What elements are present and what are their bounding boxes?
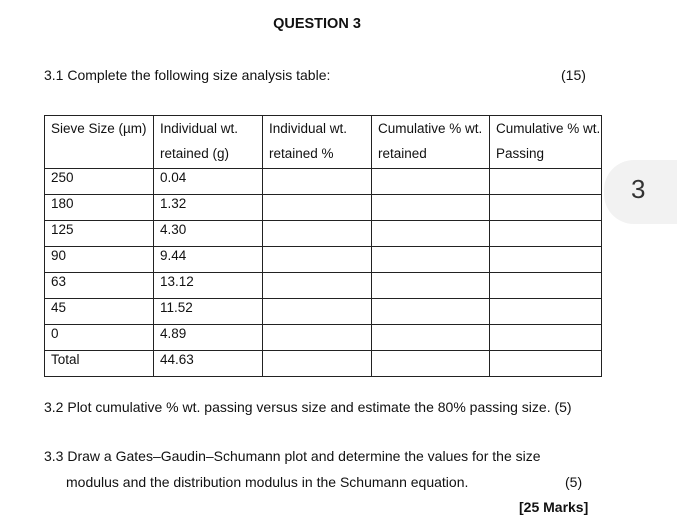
table-row	[45, 195, 602, 221]
question-title: QUESTION 3	[273, 16, 361, 32]
table-header-row	[45, 116, 602, 169]
cell-cum-retained	[372, 221, 490, 247]
cell-cum-retained	[372, 325, 490, 351]
cell-cum-retained	[372, 351, 490, 377]
cell-cum-passing	[490, 221, 602, 247]
cell-wt-retained-pct	[263, 169, 372, 195]
cell-cum-passing	[490, 247, 602, 273]
cell-cum-retained	[372, 247, 490, 273]
question-3-1-text: 3.1 Complete the following size analysis table:	[44, 67, 331, 83]
table-row	[45, 247, 602, 273]
cell-wt-retained-pct	[263, 247, 372, 273]
question-3-3-marks: (5)	[565, 474, 583, 490]
cell-wt-retained-pct	[263, 325, 372, 351]
cell-wt-retained-g: 4.89	[154, 325, 263, 351]
question-3-3-line-1: 3.3 Draw a Gates–Gaudin–Schumann plot and determine the values for the size	[44, 448, 541, 464]
cell-cum-retained	[372, 169, 490, 195]
cell-sieve-size: 45	[45, 299, 154, 325]
cell-wt-retained-g: 13.12	[154, 273, 263, 299]
cell-wt-retained-g: 1.32	[154, 195, 263, 221]
table-total-row	[45, 351, 602, 377]
cell-wt-retained-pct	[263, 221, 372, 247]
cell-wt-retained-g: 9.44	[154, 247, 263, 273]
cell-total-wt: 44.63	[154, 351, 263, 377]
total-marks: [25 Marks]	[519, 499, 589, 515]
header-cumulative-wt-retained: Cumulative % wt. retained	[372, 116, 490, 169]
page-number-badge	[604, 160, 677, 224]
cell-cum-retained	[372, 195, 490, 221]
cell-sieve-size: 63	[45, 273, 154, 299]
cell-wt-retained-g: 0.04	[154, 169, 263, 195]
table-row	[45, 221, 602, 247]
table-row	[45, 325, 602, 351]
header-sieve-size: Sieve Size (µm)	[45, 116, 154, 169]
cell-cum-passing	[490, 351, 602, 377]
header-individual-wt-retained-g: Individual wt. retained (g)	[154, 116, 263, 169]
cell-cum-passing	[490, 325, 602, 351]
cell-sieve-size: 90	[45, 247, 154, 273]
question-3-2-text: 3.2 Plot cumulative % wt. passing versus size and estimate the 80% passing size. (5)	[44, 399, 572, 415]
question-3-1-marks: (15)	[561, 67, 586, 83]
cell-cum-retained	[372, 299, 490, 325]
cell-wt-retained-pct	[263, 273, 372, 299]
header-individual-wt-retained-pct: Individual wt. retained %	[263, 116, 372, 169]
cell-sieve-size: 125	[45, 221, 154, 247]
cell-wt-retained-pct	[263, 195, 372, 221]
cell-sieve-size: 180	[45, 195, 154, 221]
cell-wt-retained-pct	[263, 299, 372, 325]
cell-cum-retained	[372, 273, 490, 299]
cell-wt-retained-g: 11.52	[154, 299, 263, 325]
header-cumulative-wt-passing: Cumulative % wt. Passing	[490, 116, 602, 169]
table-row	[45, 169, 602, 195]
cell-sieve-size: 0	[45, 325, 154, 351]
cell-sieve-size: 250	[45, 169, 154, 195]
cell-cum-passing	[490, 299, 602, 325]
cell-wt-retained-pct	[263, 351, 372, 377]
cell-wt-retained-g: 4.30	[154, 221, 263, 247]
size-analysis-table	[44, 115, 602, 377]
cell-cum-passing	[490, 169, 602, 195]
table-row	[45, 299, 602, 325]
table-row	[45, 273, 602, 299]
cell-cum-passing	[490, 195, 602, 221]
cell-cum-passing	[490, 273, 602, 299]
cell-total-label: Total	[45, 351, 154, 377]
page-number: 3	[631, 174, 646, 204]
question-3-3-line-2: modulus and the distribution modulus in the Schumann equation.	[66, 474, 469, 490]
